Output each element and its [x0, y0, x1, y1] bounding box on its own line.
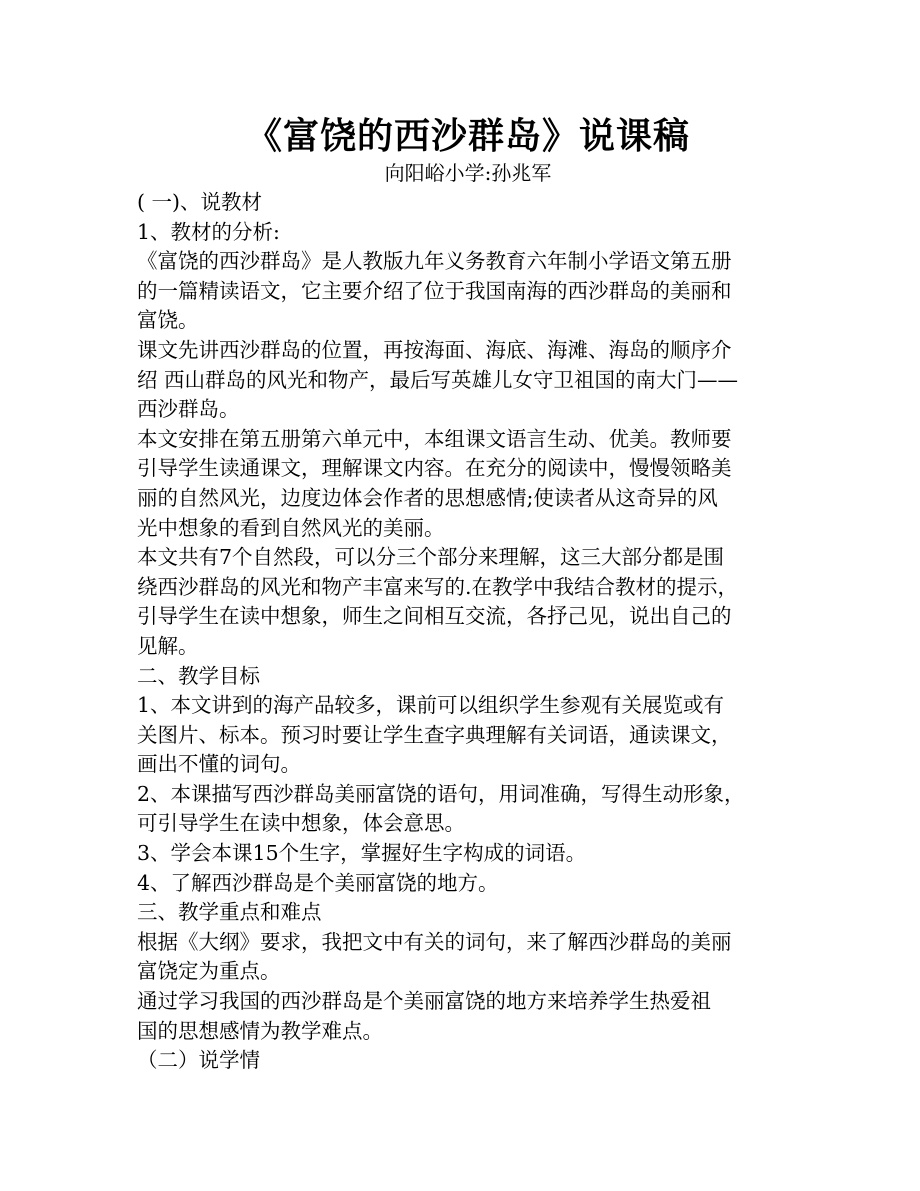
text-line: 西沙群岛。: [137, 397, 240, 422]
text-line: 《富饶的西沙群岛》是人教版九年义务教育六年制小学语文第五册: [137, 249, 732, 274]
text-line: 画出不懂的词句。: [137, 752, 301, 777]
text-line: 绕西沙群岛的风光和物产丰富来写的.在教学中我结合教材的提示，: [137, 574, 739, 599]
text-line: 富饶定为重点。: [137, 959, 281, 984]
text-line: 绍 西山群岛的风光和物产，最后写英雄儿女守卫祖国的南大门——: [137, 367, 739, 392]
text-line: 2、本课描写西沙群岛美丽富饶的语句，用词准确，写得生动形象，: [137, 781, 745, 806]
text-line: 丽的自然风光，边度边体会作者的思想感情;使读者从这奇异的风: [137, 485, 718, 510]
text-line: 通过学习我国的西沙群岛是个美丽富饶的地方来培养学生热爱祖: [137, 989, 711, 1014]
text-line: 光中想象的看到自然风光的美丽。: [137, 515, 445, 540]
document-author: 向阳峪小学:孙兆军: [384, 161, 552, 185]
text-line: 见解。: [137, 633, 199, 658]
text-line: 本文共有7个自然段，可以分三个部分来理解，这三大部分都是围: [137, 545, 725, 570]
text-line: 引导学生读通课文，理解课文内容。在充分的阅读中，慢慢领略美: [137, 456, 732, 481]
text-line: 课文先讲西沙群岛的位置，再按海面、海底、海滩、海岛的顺序介: [137, 337, 732, 362]
text-line: 引导学生在读中想象，师生之间相互交流，各抒己见，说出自己的: [137, 604, 732, 629]
text-line: 3、学会本课15个生字，掌握好生字构成的词语。: [137, 841, 587, 866]
text-line: 4、了解西沙群岛是个美丽富饶的地方。: [137, 870, 499, 895]
text-line: 1、教材的分析:: [137, 219, 280, 244]
document-body: [137, 112, 799, 1076]
text-line: 本文安排在第五册第六单元中，本组课文语言生动、优美。教师要: [137, 426, 732, 451]
text-line: 三、教学重点和难点: [137, 900, 322, 925]
text-line: 富饶。: [137, 308, 199, 333]
text-line: 二、教学目标: [137, 663, 260, 688]
text-line: 的一篇精读语文，它主要介绍了位于我国南海的西沙群岛的美丽和: [137, 278, 732, 303]
text-line: 国的思想感情为教学难点。: [137, 1018, 383, 1043]
text-line: 1、本文讲到的海产品较多，课前可以组织学生参观有关展览或有: [137, 693, 725, 718]
text-line: 关图片、标本。预习时要让学生查字典理解有关词语，通读课文，: [137, 722, 732, 747]
text-line: 可引导学生在读中想象，体会意思。: [137, 811, 465, 836]
text-line: ( 一)、说教材: [137, 190, 263, 214]
text-line: （二）说学情: [137, 1048, 260, 1073]
document-title: 《富饶的西沙群岛》说课稿: [245, 115, 690, 157]
text-line: 根据《大纲》要求，我把文中有关的词句，来了解西沙群岛的美丽: [137, 929, 732, 954]
